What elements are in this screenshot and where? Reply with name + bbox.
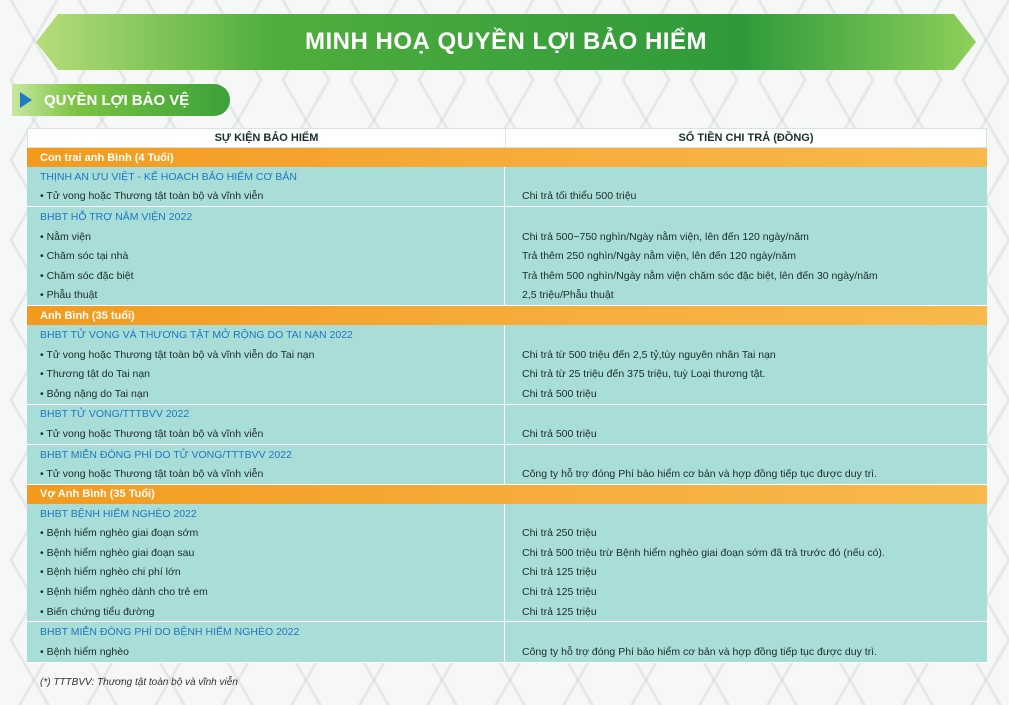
benefit-heading: BHBT HỖ TRỢ NẰM VIỆN 2022 — [40, 210, 193, 223]
benefit-block — [27, 504, 987, 623]
payout-item: Chi trả 500 triệu trừ Bệnh hiểm nghèo giai đoạn sớm đã trả trước đó (nếu có). — [522, 546, 885, 559]
benefit-heading: BHBT TỬ VONG/TTTBVV 2022 — [40, 408, 190, 421]
event-item: • Bệnh hiểm nghèo giai đoạn sau — [40, 546, 195, 559]
title-banner — [36, 14, 976, 70]
benefit-block — [27, 445, 987, 485]
benefit-heading: THỊNH AN ƯU VIỆT - KẾ HOẠCH BẢO HIỂM CƠ BẢN — [40, 170, 297, 183]
payout-spacer — [505, 622, 987, 642]
section-title: QUYỀN LỢI BẢO VỆ — [44, 91, 190, 109]
payout-spacer — [505, 405, 987, 425]
payout-item: Chi trả 125 triệu — [522, 566, 597, 579]
event-item: • Chăm sóc đặc biệt — [40, 269, 134, 282]
event-item: • Nằm viện — [40, 230, 91, 243]
column-header-payout: SỐ TIỀN CHI TRẢ (ĐỒNG) — [678, 132, 814, 144]
group-header: Vợ Anh Bình (35 Tuổi) — [27, 485, 987, 504]
event-item: • Tử vong hoặc Thương tật toàn bộ và vĩnh viễn — [40, 190, 264, 203]
column-header-event: SỰ KIỆN BẢO HIỂM — [28, 129, 506, 147]
event-item: • Tử vong hoặc Thương tật toàn bộ và vĩnh viễn do Tai nạn — [40, 348, 315, 361]
benefit-heading: BHBT MIỄN ĐÓNG PHÍ DO BỆNH HIỂM NGHÈO 2022 — [40, 626, 300, 639]
benefit-block — [27, 167, 987, 207]
benefit-block — [27, 622, 987, 662]
event-item: • Tử vong hoặc Thương tật toàn bộ và vĩnh viễn — [40, 468, 264, 481]
payout-item: Trả thêm 500 nghìn/Ngày nằm viện chăm sóc đặc biệt, lên đến 30 ngày/năm — [522, 269, 878, 282]
payout-spacer — [505, 207, 987, 227]
event-item: • Bỏng nặng do Tai nạn — [40, 387, 149, 400]
payout-item: Chi trả 125 triệu — [522, 605, 597, 618]
event-item: • Biến chứng tiểu đường — [40, 605, 155, 618]
footnote: (*) TTTBVV: Thương tật toàn bộ và vĩnh viễn — [40, 677, 238, 688]
table-header — [27, 128, 987, 148]
event-item: • Bệnh hiểm nghèo chi phí lớn — [40, 566, 181, 579]
group-header: Anh Bình (35 tuổi) — [27, 306, 987, 325]
payout-item: Trả thêm 250 nghìn/Ngày nằm viện, lên đến 120 ngày/năm — [522, 250, 796, 263]
event-item: • Phẫu thuật — [40, 289, 98, 302]
payout-item: Chi trả tối thiểu 500 triệu — [522, 190, 637, 203]
payout-item: Chi trả từ 500 triệu đến 2,5 tỷ,tùy nguyên nhân Tai nạn — [522, 348, 776, 361]
payout-item: Chi trả từ 25 triệu đến 375 triệu, tuỳ Loại thương tật. — [522, 368, 766, 381]
payout-item: Chi trả 500~750 nghìn/Ngày nằm viện, lên đến 120 ngày/năm — [522, 230, 809, 243]
play-arrow-icon — [20, 92, 32, 108]
payout-spacer — [505, 325, 987, 345]
event-item: • Bệnh hiểm nghèo — [40, 645, 129, 658]
payout-item: Công ty hỗ trợ đóng Phí bảo hiểm cơ bản và hợp đồng tiếp tục được duy trì. — [522, 645, 878, 658]
benefit-heading: BHBT TỬ VONG VÀ THƯƠNG TẬT MỞ RỘNG DO TAI NẠN 2022 — [40, 328, 353, 341]
group-header: Con trai anh Bình (4 Tuổi) — [27, 148, 987, 167]
payout-spacer — [505, 504, 987, 524]
payout-spacer — [505, 167, 987, 187]
payout-item: 2,5 triệu/Phẫu thuật — [522, 289, 614, 302]
payout-item: Chi trả 500 triệu — [522, 427, 597, 440]
payout-item: Công ty hỗ trợ đóng Phí bảo hiểm cơ bản và hợp đồng tiếp tục được duy trì. — [522, 468, 878, 481]
event-item: • Thương tật do Tai nạn — [40, 368, 151, 381]
benefit-block — [27, 405, 987, 445]
benefit-heading: BHBT BỆNH HIỂM NGHÈO 2022 — [40, 507, 197, 520]
benefit-heading: BHBT MIỄN ĐÓNG PHÍ DO TỬ VONG/TTTBVV 2022 — [40, 448, 292, 461]
payout-item: Chi trả 125 triệu — [522, 586, 597, 599]
page-title: MINH HOẠ QUYỀN LỢI BẢO HIỂM — [305, 28, 707, 55]
event-item: • Chăm sóc tại nhà — [40, 250, 129, 263]
section-header — [12, 84, 230, 116]
event-item: • Tử vong hoặc Thương tật toàn bộ và vĩnh viễn — [40, 427, 264, 440]
event-item: • Bệnh hiểm nghèo giai đoạn sớm — [40, 527, 199, 540]
payout-spacer — [505, 445, 987, 465]
payout-item: Chi trả 500 triệu — [522, 387, 597, 400]
payout-item: Chi trả 250 triệu — [522, 527, 597, 540]
benefit-block — [27, 325, 987, 404]
benefit-block — [27, 207, 987, 306]
event-item: • Bệnh hiểm nghèo dành cho trẻ em — [40, 586, 208, 599]
benefits-table — [27, 128, 987, 663]
